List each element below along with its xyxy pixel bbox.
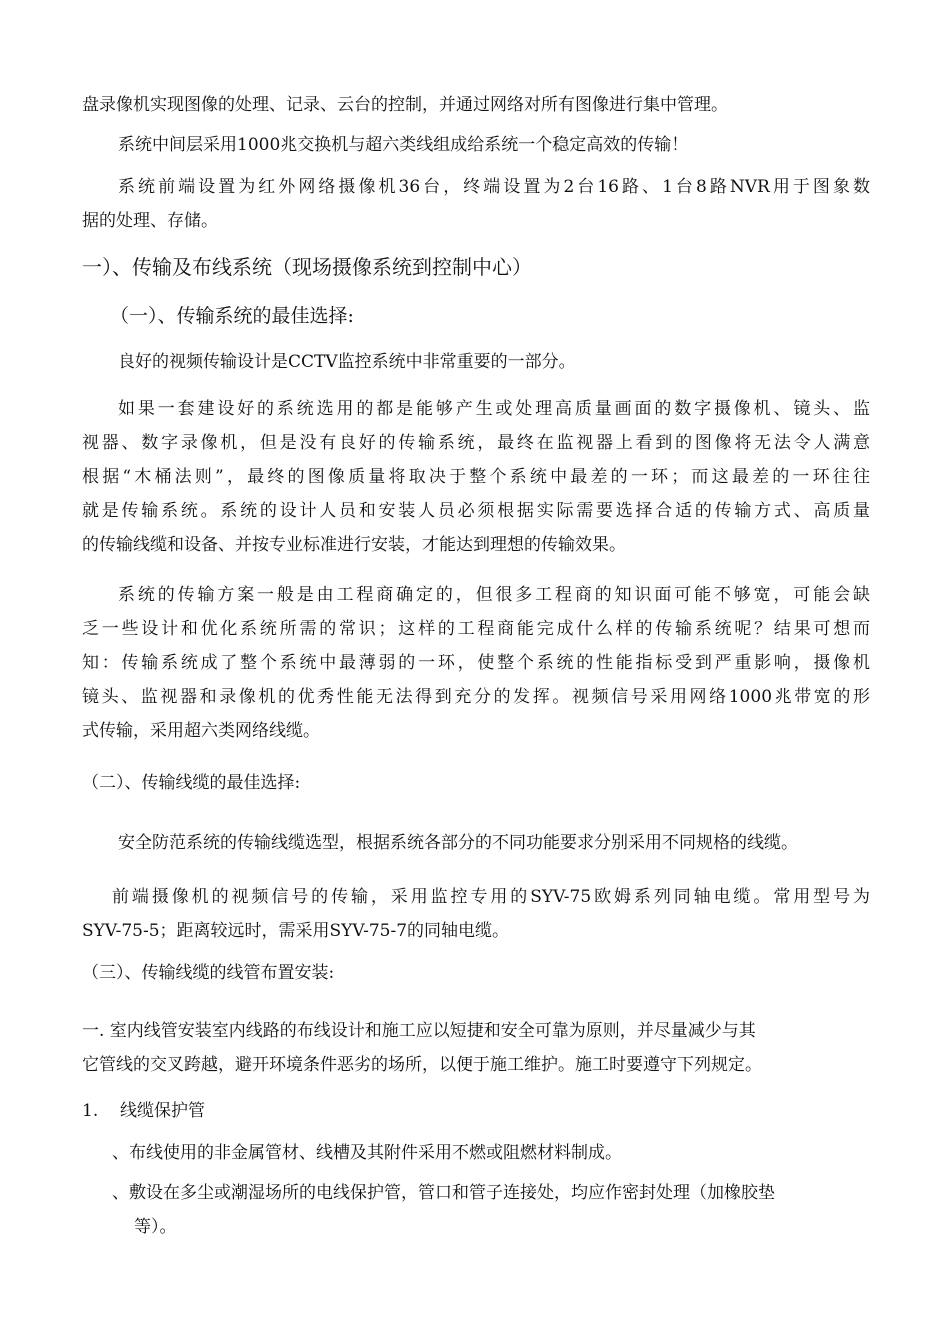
text-line: 、布线使用的非金属管材、线槽及其附件采用不燃或阻燃材料制成。 bbox=[112, 1143, 622, 1163]
text-line: SYV-75-5；距离较远时，需采用SYV-75-7的同轴电缆。 bbox=[82, 921, 510, 941]
paragraph-continuation bbox=[82, 88, 728, 122]
bullet-item bbox=[112, 1176, 775, 1244]
text-line: 如果一套建设好的系统选用的都是能够产生或处理高质量画面的数字摄像机、镜头、监 bbox=[118, 399, 870, 419]
text-line: 就是传输系统。系统的设计人员和安装人员必须根据实际需要选择合适的传输方式、高质量 bbox=[82, 501, 870, 521]
paragraph-transmission-plan bbox=[82, 578, 870, 748]
section-heading-1: 一）、传输及布线系统（现场摄像系统到控制中心） bbox=[82, 255, 532, 279]
list-item-title: 线缆保护管 bbox=[120, 1101, 205, 1121]
text-line: 一. 室内线管安装室内线路的布线设计和施工应以短捷和安全可靠为原则，并尽量减少与其 bbox=[82, 1021, 756, 1041]
subsection-heading-1: （一）、传输系统的最佳选择: bbox=[110, 305, 354, 327]
subsection-heading-3: （三）、传输线缆的线管布置安装: bbox=[82, 963, 335, 983]
text-line: 安全防范系统的传输线缆选型，根据系统各部分的不同功能要求分别采用不同规格的线缆。 bbox=[118, 833, 798, 853]
text-line: 、敷设在多尘或潮湿场所的电线保护管，管口和管子连接处，均应作密封处理（加橡胶垫 bbox=[112, 1183, 775, 1203]
text-line: 的传输线缆和设备、并按专业标准进行安装，才能达到理想的传输效果。 bbox=[82, 535, 626, 555]
text-line: 系统中间层采用1000兆交换机与超六类线组成给系统一个稳定高效的传输！ bbox=[118, 135, 689, 155]
text-line: 系统的传输方案一般是由工程商确定的，但很多工程商的知识面可能不够宽，可能会缺 bbox=[118, 585, 870, 605]
paragraph-coax-cable bbox=[82, 880, 870, 948]
paragraph-front-end bbox=[82, 170, 870, 238]
text-line: 等）。 bbox=[134, 1217, 177, 1237]
list-item-number: 1. bbox=[82, 1101, 99, 1121]
paragraph-intro bbox=[118, 345, 576, 379]
text-line: 系统前端设置为红外网络摄像机36台，终端设置为2台16路、1台8路NVR用于图象数 bbox=[118, 177, 870, 197]
text-line: 视器、数字录像机，但是没有良好的传输系统，最终在监视器上看到的图像将无法令人满意 bbox=[82, 433, 870, 453]
paragraph-indoor-conduit bbox=[82, 1014, 870, 1082]
text-line: 乏一些设计和优化系统所需的常识；这样的工程商能完成什么样的传输系统呢？结果可想而 bbox=[82, 619, 870, 639]
text-line: 式传输，采用超六类网络线缆。 bbox=[82, 721, 320, 741]
text-line: 镜头、监视器和录像机的优秀性能无法得到充分的发挥。视频信号采用网络1000兆带宽的形 bbox=[82, 687, 870, 707]
text-line: 根据“木桶法则”，最终的图像质量将取决于整个系统中最差的一环；而这最差的一环往往 bbox=[82, 467, 870, 487]
text-line: 知：传输系统成了整个系统中最薄弱的一环，使整个系统的性能指标受到严重影响，摄像机 bbox=[82, 653, 870, 673]
paragraph-middle-layer bbox=[118, 128, 688, 162]
text-line: 它管线的交叉跨越，避开环境条件恶劣的场所，以便于施工维护。施工时要遵守下列规定。 bbox=[82, 1055, 762, 1075]
text-line: 良好的视频传输设计是CCTV监控系统中非常重要的一部分。 bbox=[118, 352, 576, 372]
bullet-item bbox=[112, 1136, 622, 1170]
text-line: 盘录像机实现图像的处理、记录、云台的控制，并通过网络对所有图像进行集中管理。 bbox=[82, 95, 728, 115]
text-line: 据的处理、存储。 bbox=[82, 211, 218, 231]
paragraph-barrel-law bbox=[82, 392, 870, 562]
subsection-heading-2: （二）、传输线缆的最佳选择: bbox=[82, 773, 301, 793]
paragraph-cable-selection bbox=[118, 826, 798, 860]
text-line: 前端摄像机的视频信号的传输，采用监控专用的SYV-75欧姆系列同轴电缆。常用型号为 bbox=[112, 887, 870, 907]
